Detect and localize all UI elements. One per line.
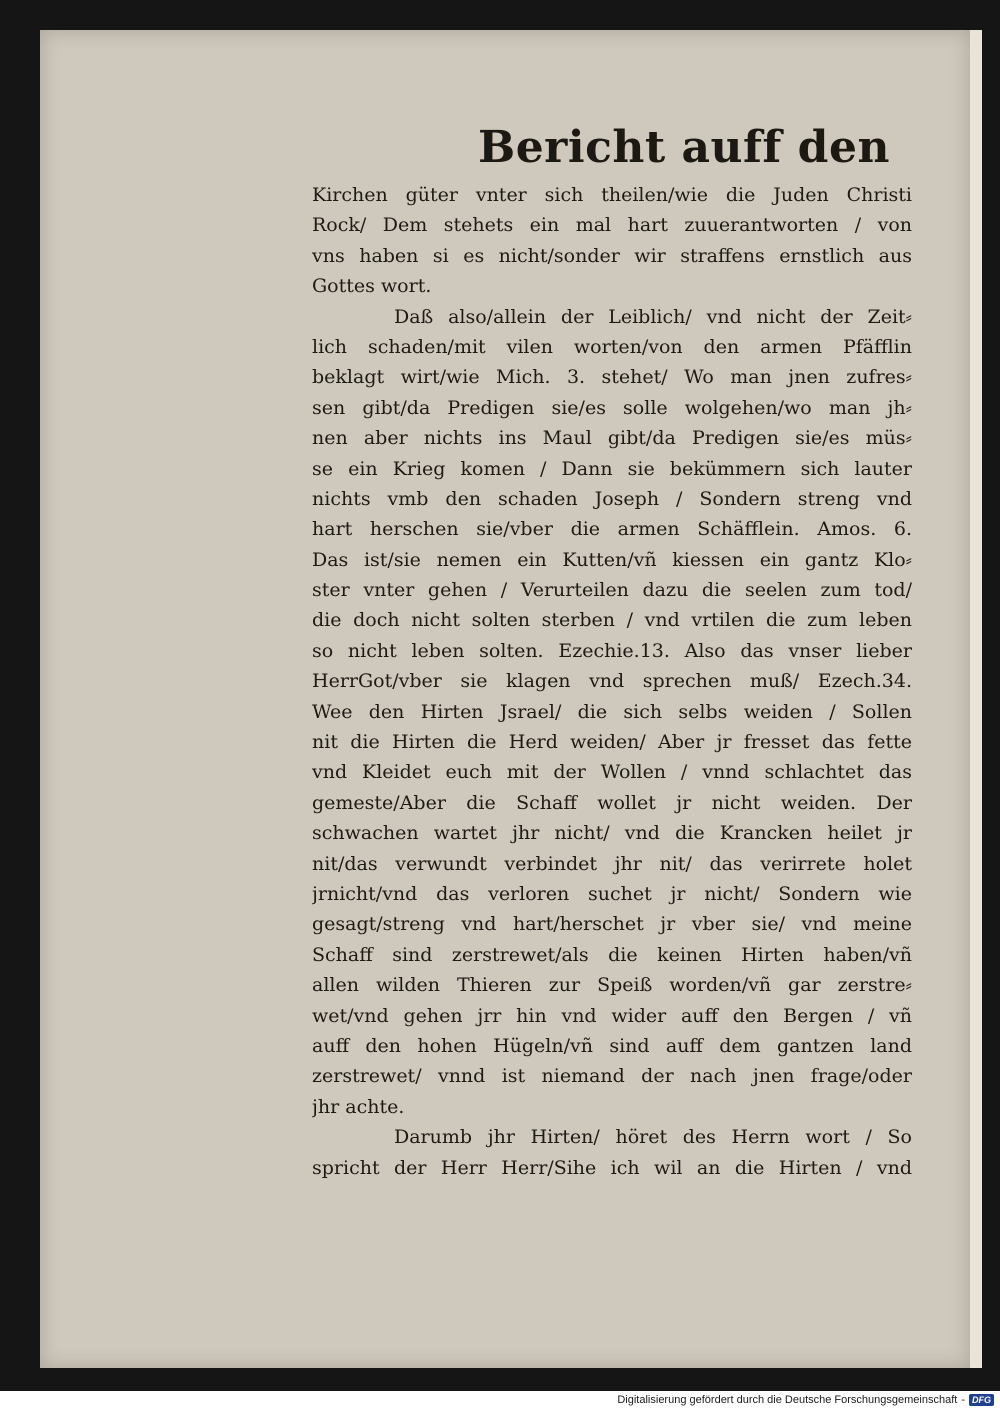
funding-notice: Digitalisierung gefördert durch die Deutsche Forschungsgemeinschaft: [617, 1394, 958, 1406]
text-line: Kirchen güter vnter sich theilen/wie die Juden Christi: [312, 184, 912, 206]
text-line: Rock/ Dem stehets ein mal hart zuuerantworten / von: [312, 214, 912, 237]
text-line: wet/vnd gehen jrr hin vnd wider auff den Bergen / vñ: [312, 1004, 912, 1027]
text-line: vns haben si es nicht/sonder wir straffens ernstlich aus: [312, 244, 912, 267]
page-edge: [970, 30, 982, 1368]
text-line: nit/das verwundt verbindet jhr nit/ das verirrete holet: [312, 852, 912, 875]
text-line: gesagt/streng vnd hart/herschet jr vber sie/ vnd meine: [312, 913, 912, 936]
text-line: jhr achte.: [312, 1095, 405, 1118]
text-line: jrnicht/vnd das verloren suchet jr nicht/ Sondern wie: [312, 882, 912, 905]
text-line: nichts vmb den schaden Joseph / Sondern streng vnd: [312, 487, 912, 510]
text-line: gemeste/Aber die Schaff wollet jr nicht weiden. Der: [312, 791, 912, 814]
footer: [617, 1392, 994, 1408]
text-line: ster vnter gehen / Verurteilen dazu die seelen zum tod/: [312, 579, 912, 602]
text-line: beklagt wirt/wie Mich. 3. stehet/ Wo man jnen zufres⸗: [312, 366, 912, 389]
text-line: Daß also/allein der Leiblich/ vnd nicht der Zeit⸗: [394, 305, 912, 328]
text-line: auff den hohen Hügeln/vñ sind auff dem gantzen land: [312, 1034, 912, 1057]
text-line: die doch nicht solten sterben / vnd vrtilen die zum leben: [312, 609, 912, 632]
text-line: nit die Hirten die Herd weiden/ Aber jr fresset das fette: [312, 731, 912, 754]
text-line: schwachen wartet jhr nicht/ vnd die Krancken heilet jr: [312, 822, 912, 845]
page-heading: Bericht auff den: [478, 122, 890, 173]
text-line: Gottes wort.: [312, 275, 432, 298]
text-line: HerrGot/vber sie klagen vnd sprechen muß/ Ezech.34.: [312, 670, 912, 693]
text-line: Das ist/sie nemen ein Kutten/vñ kiessen ein gantz Klo⸗: [312, 548, 912, 571]
text-line: spricht der Herr Herr/Sihe ich wil an die Hirten / vnd: [312, 1156, 912, 1179]
dfg-logo-icon[interactable]: DFG: [969, 1394, 994, 1406]
text-line: Darumb jhr Hirten/ höret des Herrn wort / So: [394, 1126, 912, 1149]
text-line: sen gibt/da Predigen sie/es solle wolgehen/wo man jh⸗: [312, 396, 912, 419]
text-line: Wee den Hirten Jsrael/ die sich selbs weiden / Sollen: [312, 700, 912, 723]
text-line: hart herschen sie/vber die armen Schäfflein. Amos. 6.: [312, 518, 912, 541]
text-line: vnd Kleidet euch mit der Wollen / vnnd schlachtet das: [312, 761, 912, 784]
text-line: se ein Krieg komen / Dann sie bekümmern sich lauter: [312, 457, 912, 480]
footer-separator: -: [961, 1394, 965, 1406]
text-line: lich schaden/mit vilen worten/von den armen Pfäfflin: [312, 335, 912, 358]
text-line: zerstrewet/ vnnd ist niemand der nach jnen frage/oder: [312, 1065, 912, 1088]
body-text: [312, 180, 912, 1183]
text-line: allen wilden Thieren zur Speiß worden/vñ gar zerstre⸗: [312, 974, 912, 997]
text-line: so nicht leben solten. Ezechie.13. Also das vnser lieber: [312, 639, 912, 662]
text-line: nen aber nichts ins Maul gibt/da Predigen sie/es müs⸗: [312, 427, 912, 450]
text-line: Schaff sind zerstrewet/als die keinen Hirten haben/vñ: [312, 943, 912, 966]
